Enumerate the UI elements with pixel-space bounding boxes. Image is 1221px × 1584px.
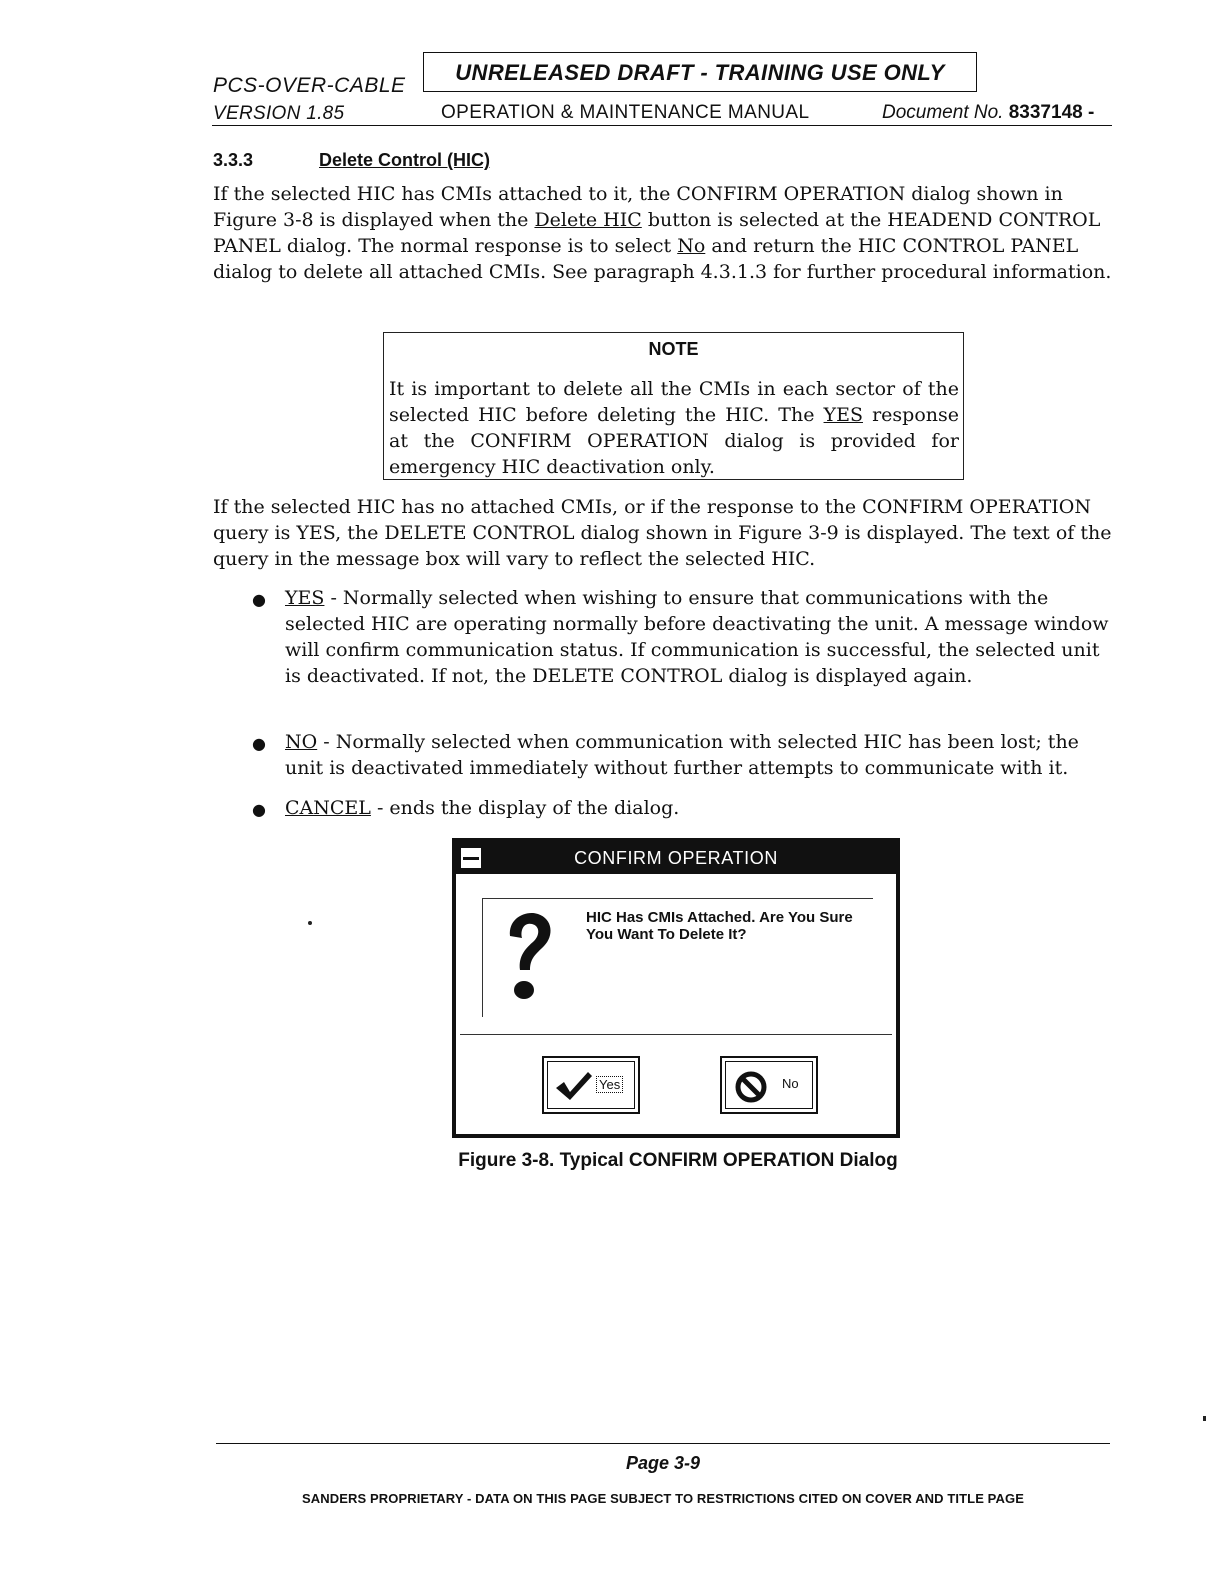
system-menu-icon[interactable] — [460, 847, 482, 869]
note-text-2: response at the CONFIRM OPERATION dialog is provided for emergency HIC deactivation only. — [389, 404, 959, 478]
note-text-1: It is important to delete all the CMIs in each sector of the selected HIC before deleting the HIC. The — [389, 378, 959, 426]
para1-text-3: and return the HIC CONTROL PANEL dialog to delete all attached CMIs. See paragraph 4.3.1.3 for further procedural information. — [213, 235, 1112, 283]
note-yes-reference: YES — [823, 404, 863, 426]
document-number — [882, 102, 1094, 124]
bullet-cancel-text: - ends the display of the dialog. — [370, 797, 680, 819]
manual-title: OPERATION & MAINTENANCE MANUAL — [441, 102, 810, 123]
bullet-cancel — [285, 795, 1115, 821]
question-mark-icon — [498, 906, 558, 1006]
product-name: PCS-OVER-CABLE — [213, 74, 406, 97]
scan-speck — [308, 921, 312, 925]
bullet-marker: ● — [252, 800, 266, 819]
para1-text-2: button is selected at the HEADEND CONTROL PANEL dialog. The normal response is to select — [213, 209, 1101, 257]
bullet-yes — [285, 585, 1115, 689]
scan-speck — [1203, 1416, 1206, 1421]
bullet-no-term: NO — [285, 731, 318, 753]
bullet-yes-term: YES — [285, 587, 325, 609]
delete-control-paragraph: If the selected HIC has no attached CMIs, or if the response to the CONFIRM OPERATION query is YES, the DELETE CONTROL dialog shown in Figure 3-9 is displayed. The text of the query in the message box will vary to reflect the selected HIC. — [213, 496, 1112, 570]
delete-hic-reference: Delete HIC — [534, 209, 642, 231]
yes-button-label: Yes — [596, 1076, 623, 1093]
document-number-label: Document No. — [882, 102, 1004, 123]
prohibited-icon — [734, 1070, 768, 1104]
bullet-marker: ● — [252, 734, 266, 753]
dialog-title: CONFIRM OPERATION — [574, 848, 778, 868]
no-reference: No — [677, 235, 706, 257]
intro-paragraph — [213, 181, 1118, 285]
bullet-cancel-term: CANCEL — [285, 797, 371, 819]
draft-banner: UNRELEASED DRAFT - TRAINING USE ONLY — [423, 52, 977, 92]
section-title: Delete Control (HIC) — [319, 150, 490, 170]
dialog-message: HIC Has CMIs Attached. Are You Sure You Want To Delete It? — [586, 909, 853, 943]
dialog-title-bar — [456, 842, 896, 874]
header-rule — [212, 125, 1112, 126]
document-number-value: 8337148 - — [1008, 102, 1095, 123]
checkmark-icon — [554, 1070, 594, 1102]
bullet-marker: ● — [252, 590, 266, 609]
version-label: VERSION 1.85 — [213, 103, 345, 124]
note-title: NOTE — [648, 339, 699, 359]
bullet-no-text: - Normally selected when communication with selected HIC has been lost; the unit is deactivated immediately without further attempts to communicate with it. — [285, 731, 1079, 779]
confirm-operation-dialog — [452, 838, 900, 1138]
dialog-separator — [460, 1034, 892, 1035]
yes-button[interactable] — [542, 1056, 640, 1114]
note-text — [389, 376, 959, 480]
footer-rule — [216, 1443, 1110, 1444]
page-number: Page 3-9 — [625, 1453, 701, 1473]
bullet-no — [285, 729, 1115, 781]
section-number: 3.3.3 — [213, 150, 254, 170]
para1-text-1: If the selected HIC has CMIs attached to it, the CONFIRM OPERATION dialog shown in Figure 3-8 is displayed when the — [213, 183, 1063, 231]
figure-caption: Figure 3-8. Typical CONFIRM OPERATION Dialog — [458, 1150, 898, 1171]
bullet-yes-text: - Normally selected when wishing to ensure that communications with the selected HIC are operating normally before deactivating the unit. A message window will confirm communication status. If communication is successful, the selected unit is deactivated. If not, the DELETE CONTROL dialog is displayed again. — [285, 587, 1109, 687]
no-button-label: No — [782, 1076, 799, 1091]
proprietary-notice: SANDERS PROPRIETARY - DATA ON THIS PAGE SUBJECT TO RESTRICTIONS CITED ON COVER AND TITLE PAGE — [302, 1491, 1024, 1506]
no-button[interactable] — [720, 1056, 818, 1114]
